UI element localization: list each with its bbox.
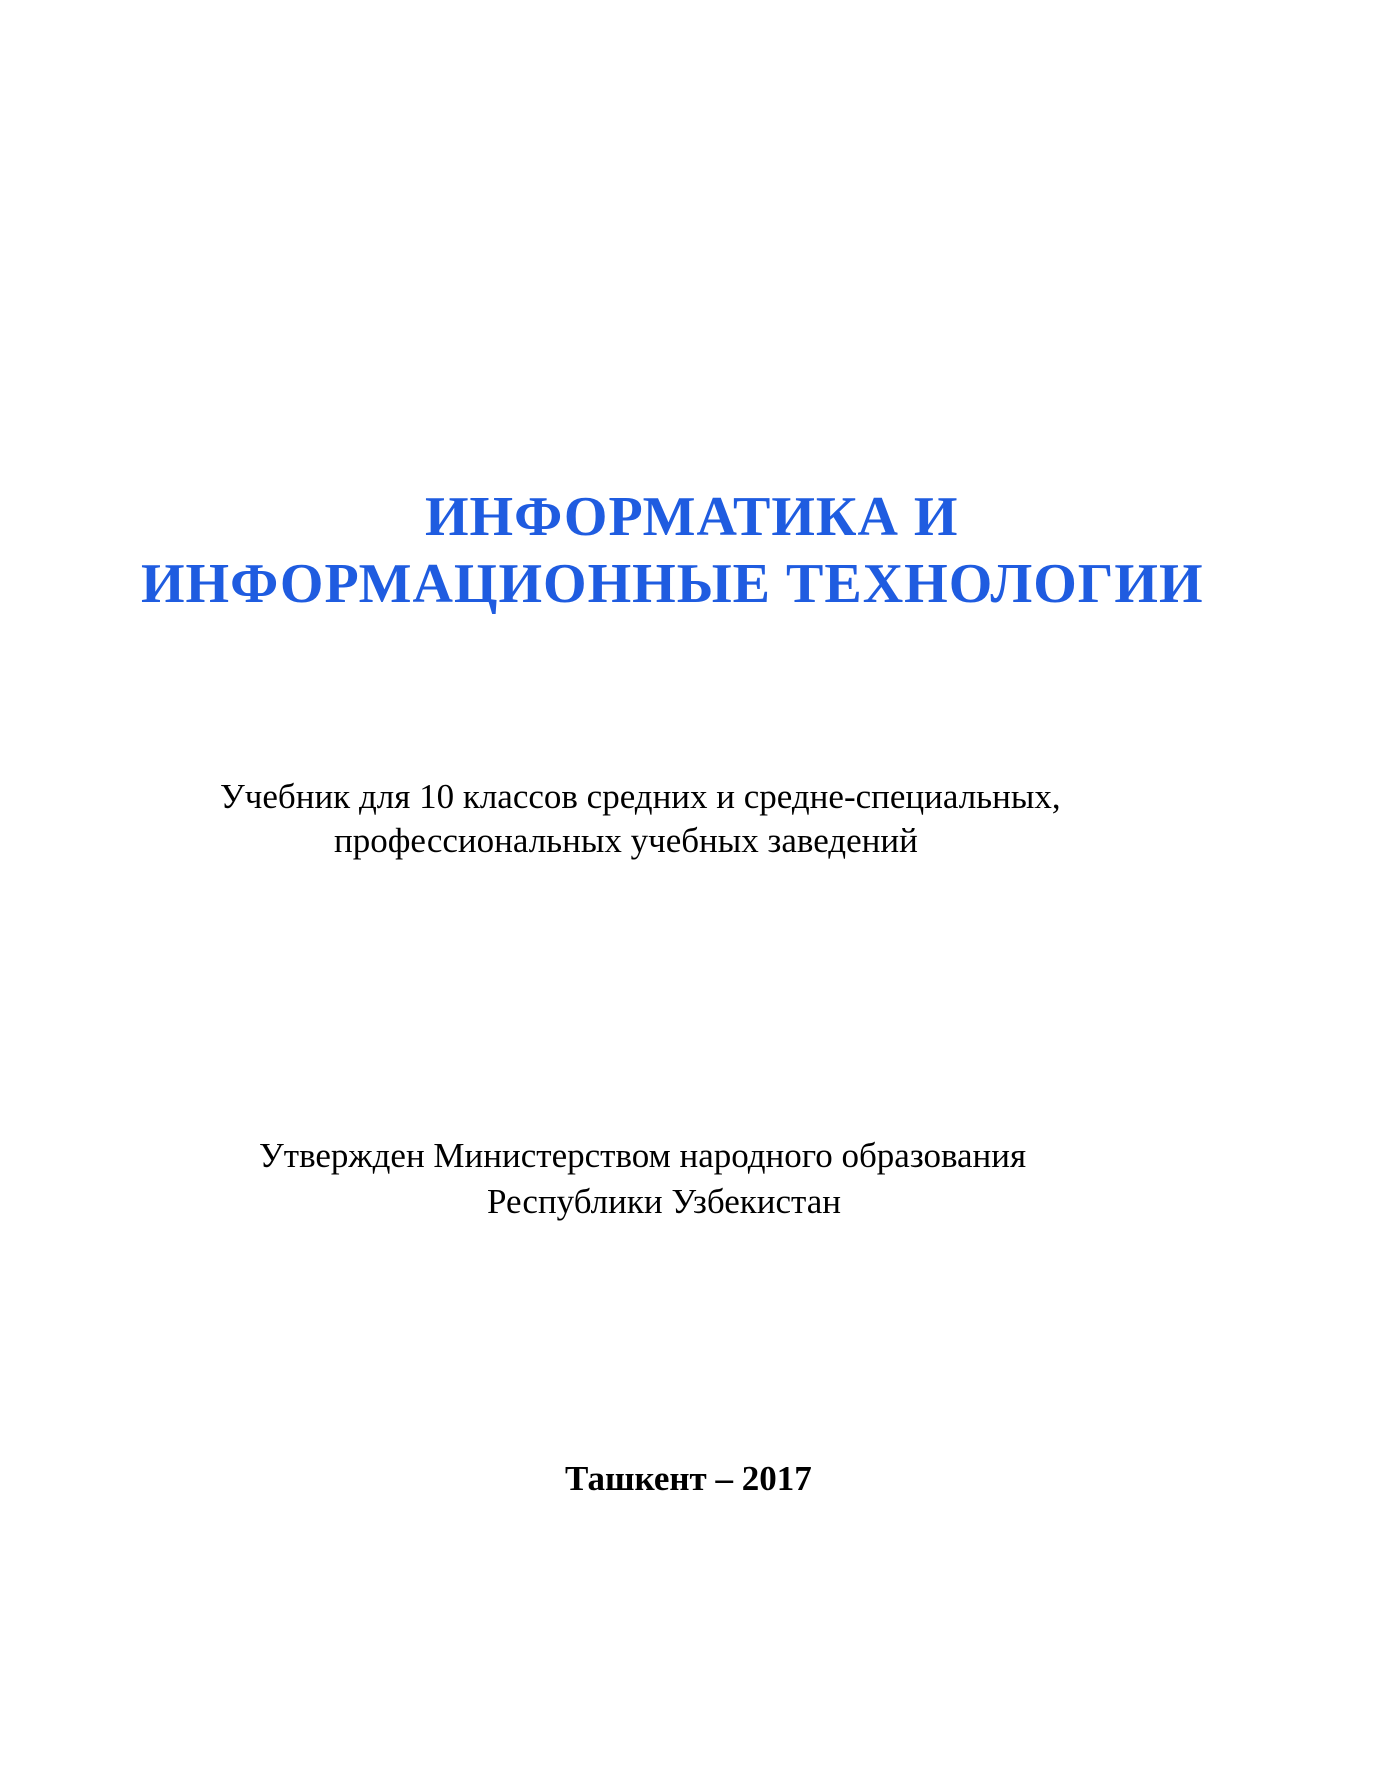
imprint-place-year: Ташкент – 2017 (565, 1459, 812, 1498)
book-subtitle-line-1: Учебник для 10 классов средних и средне-специальных, (220, 777, 1061, 816)
book-subtitle-line-2: профессиональных учебных заведений (334, 821, 918, 860)
approval-line-2: Республики Узбекистан (487, 1182, 841, 1221)
book-title-line-1: ИНФОРМАТИКА И (425, 486, 959, 548)
book-title-line-2: ИНФОРМАЦИОННЫЕ ТЕХНОЛОГИИ (141, 553, 1204, 615)
approval-line-1: Утвержден Министерством народного образования (259, 1136, 1027, 1175)
